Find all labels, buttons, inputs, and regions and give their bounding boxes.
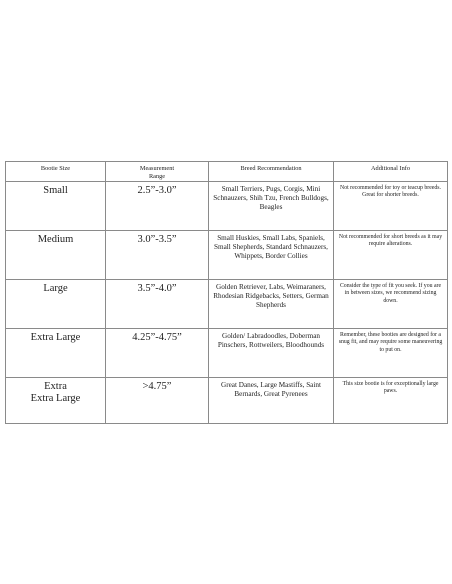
info-cell xyxy=(334,329,448,378)
table-row xyxy=(6,378,448,424)
info-text: This size bootie is for exceptionally large paws. xyxy=(342,381,439,395)
range-value: 2.5”-3.0” xyxy=(137,185,177,196)
breed-cell xyxy=(209,182,334,231)
info-cell xyxy=(334,378,448,424)
size-name: Extra Extra Large xyxy=(30,381,81,404)
breed-text: Golden Retriever, Labs, Weimaraners, Rhodesian Ridgebacks, Setters, German Shepherds xyxy=(213,283,329,309)
table-row xyxy=(6,280,448,329)
range-value: 3.0”-3.5” xyxy=(137,234,177,245)
range-cell xyxy=(106,280,209,329)
table-row xyxy=(6,329,448,378)
breed-text: Small Terriers, Pugs, Corgis, Mini Schnauzers, Shih Tzu, French Bulldogs, Beagles xyxy=(213,185,329,211)
size-name: Medium xyxy=(37,234,74,245)
range-value: 3.5”-4.0” xyxy=(137,283,177,294)
range-cell xyxy=(106,378,209,424)
size-name: Small xyxy=(43,185,68,196)
info-text: Consider the type of fit you seek. If you are in between sizes, we recommend sizing down. xyxy=(339,283,442,304)
size-cell xyxy=(6,280,106,329)
info-text: Not recommended for short breeds as it may require alterations. xyxy=(338,234,443,248)
info-cell xyxy=(334,280,448,329)
header-bootie-size: Bootie Size xyxy=(6,162,106,182)
info-cell xyxy=(334,231,448,280)
breed-cell xyxy=(209,378,334,424)
size-cell xyxy=(6,182,106,231)
info-text: Not recommended for toy or teacup breeds. Great for shorter breeds. xyxy=(340,185,441,199)
header-breed-recommendation: Breed Recommendation xyxy=(209,162,334,182)
breed-cell xyxy=(209,280,334,329)
range-cell xyxy=(106,329,209,378)
size-name: Extra Large xyxy=(30,332,81,343)
table-row xyxy=(6,182,448,231)
table-row xyxy=(6,231,448,280)
size-cell xyxy=(6,231,106,280)
size-cell xyxy=(6,329,106,378)
table-header xyxy=(6,162,448,182)
range-value: 4.25”-4.75” xyxy=(132,332,182,343)
size-chart-table xyxy=(5,161,448,424)
range-cell xyxy=(106,182,209,231)
info-text: Remember, these booties are designed for a snug fit, and may require some maneuvering to put on. xyxy=(338,332,443,353)
breed-text: Great Danes, Large Mastiffs, Saint Bernards, Great Pyrenees xyxy=(221,381,321,398)
size-name: Large xyxy=(43,283,68,294)
header-additional-info: Additional Info xyxy=(334,162,448,182)
breed-text: Golden/ Labradoodles, Doberman Pinschers, Rottweilers, Bloodhounds xyxy=(217,332,325,349)
breed-cell xyxy=(209,329,334,378)
breed-text: Small Huskies, Small Labs, Spaniels, Small Shepherds, Standard Schnauzers, Whippets, Border Collies xyxy=(214,234,328,260)
header-row xyxy=(6,162,448,182)
range-value: >4.75” xyxy=(142,381,172,392)
table-body xyxy=(6,182,448,424)
info-cell xyxy=(334,182,448,231)
breed-cell xyxy=(209,231,334,280)
header-measurement-range: Measurement Range xyxy=(106,162,209,182)
range-cell xyxy=(106,231,209,280)
size-cell xyxy=(6,378,106,424)
